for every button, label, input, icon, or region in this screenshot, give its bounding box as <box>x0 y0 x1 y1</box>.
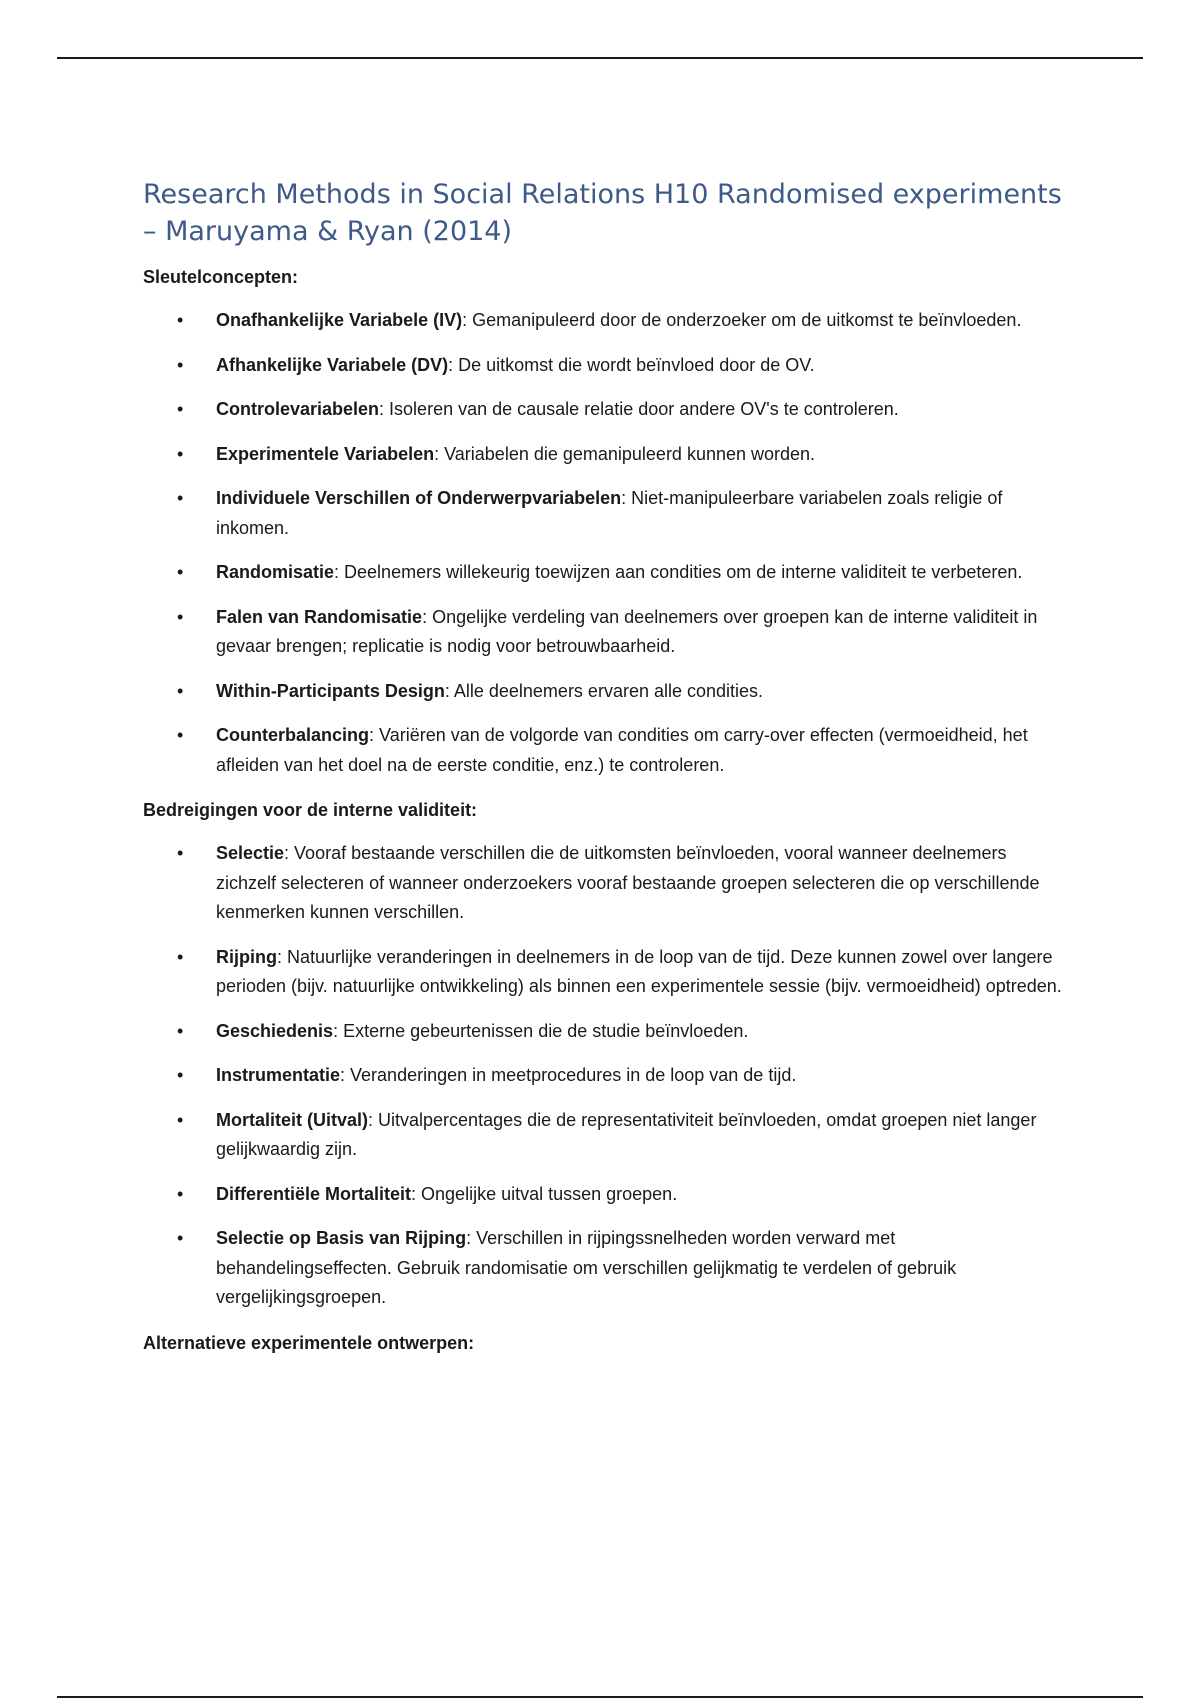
bullet-icon: • <box>177 310 184 330</box>
bullet-icon: • <box>177 488 184 508</box>
bullet-icon: • <box>177 354 184 375</box>
section-internal-validity-threats <box>143 795 1068 1313</box>
term: Selectie <box>216 843 285 863</box>
list-item <box>143 1180 1068 1210</box>
definition: : Ongelijke verdeling van deelnemers over groepen kan de interne validiteit in gevaar brengen; replicatie is nodig voor betrouwbaarheid. <box>216 606 1038 656</box>
bullet-icon: • <box>177 1109 184 1130</box>
term: Experimentele Variabelen <box>216 443 435 464</box>
term: Controlevariabelen <box>216 399 380 419</box>
list-item <box>143 1224 1068 1313</box>
definition: : De uitkomst die wordt beïnvloed door de OV. <box>448 354 815 375</box>
term: Geschiedenis <box>216 1020 334 1041</box>
list-item <box>143 484 1068 543</box>
term: Randomisatie <box>216 562 335 582</box>
list-item <box>143 839 1068 928</box>
list-item <box>143 721 1068 780</box>
list-item <box>143 351 1068 381</box>
bullet-icon: • <box>177 680 184 701</box>
term: Mortaliteit (Uitval) <box>216 1109 369 1130</box>
term: Instrumentatie <box>216 1065 341 1085</box>
document-body <box>143 176 1068 1372</box>
bullet-icon: • <box>177 443 184 464</box>
definition: : Verschillen in rijpingssnelheden worden verward met behandelingseffecten. Gebruik randomisatie om verschillen gelijkmatig te verdelen of gebruik vergelijkingsgroepen. <box>216 1228 957 1307</box>
term: Rijping <box>216 946 277 967</box>
section-key-concepts <box>143 262 1068 780</box>
bullet-icon: • <box>177 399 184 419</box>
definition: : Natuurlijke veranderingen in deelnemers in de loop van de tijd. Deze kunnen zowel over langere perioden (bijv. natuurlijke ontwikkeling) als binnen een experimentele sessie (bijv. vermoeidheid) optreden. <box>216 946 1062 996</box>
section-alternative-designs <box>143 1328 1068 1358</box>
section-heading: Bedreigingen voor de interne validiteit: <box>143 800 478 820</box>
term: Counterbalancing <box>216 725 370 745</box>
definition: : Alle deelnemers ervaren alle condities. <box>444 680 764 701</box>
bullet-icon: • <box>177 946 184 967</box>
definition: : Gemanipuleerd door de onderzoeker om de uitkomst te beïnvloeden. <box>462 310 1022 330</box>
bullet-icon: • <box>177 606 184 627</box>
definition: : Uitvalpercentages die de representativiteit beïnvloeden, omdat groepen niet langer gelijkwaardig zijn. <box>216 1109 1037 1159</box>
definition: : Isoleren van de causale relatie door andere OV's te controleren. <box>379 399 899 419</box>
footer-rule <box>57 1696 1143 1698</box>
bullet-list <box>143 306 1068 780</box>
definition: : Deelnemers willekeurig toewijzen aan condities om de interne validiteit te verbeteren. <box>334 562 1023 582</box>
bullet-icon: • <box>177 1065 184 1085</box>
bullet-icon: • <box>177 1183 184 1204</box>
bullet-icon: • <box>177 1228 184 1248</box>
definition: : Veranderingen in meetprocedures in de loop van de tijd. <box>340 1065 797 1085</box>
term: Afhankelijke Variabele (DV) <box>216 354 449 375</box>
term: Individuele Verschillen of Onderwerpvariabelen <box>216 488 622 508</box>
section-heading: Sleutelconcepten: <box>143 267 299 287</box>
term: Within-Participants Design <box>216 680 445 701</box>
definition: : Variëren van de volgorde van condities om carry-over effecten (vermoeidheid, het afleiden van het doel na de eerste conditie, enz.) te controleren. <box>216 725 1028 775</box>
definition: : Vooraf bestaande verschillen die de uitkomsten beïnvloeden, vooral wanneer deelnemers zichzelf selecteren of wanneer onderzoekers vooraf bestaande groepen selecteren die op verschillende kenmerken kunnen verschillen. <box>216 843 1040 922</box>
list-item <box>143 440 1068 470</box>
term: Differentiële Mortaliteit <box>216 1183 412 1204</box>
list-item <box>143 1106 1068 1165</box>
document-title: Research Methods in Social Relations H10 Randomised experiments – Maruyama & Ryan (2014) <box>143 179 1062 247</box>
term: Onafhankelijke Variabele (IV) <box>216 310 463 330</box>
term: Falen van Randomisatie <box>216 606 423 627</box>
bullet-icon: • <box>177 725 184 745</box>
list-item <box>143 395 1068 425</box>
term: Selectie op Basis van Rijping <box>216 1228 467 1248</box>
section-heading: Alternatieve experimentele ontwerpen: <box>143 1332 475 1353</box>
list-item <box>143 1017 1068 1047</box>
definition: : Niet-manipuleerbare variabelen zoals religie of inkomen. <box>216 488 1003 538</box>
list-item <box>143 677 1068 707</box>
definition: : Externe gebeurtenissen die de studie beïnvloeden. <box>333 1020 749 1041</box>
definition: : Variabelen die gemanipuleerd kunnen worden. <box>434 443 816 464</box>
list-item <box>143 1061 1068 1091</box>
bullet-list <box>143 839 1068 1313</box>
list-item <box>143 603 1068 662</box>
bullet-icon: • <box>177 1020 184 1041</box>
bullet-icon: • <box>177 562 184 582</box>
definition: : Ongelijke uitval tussen groepen. <box>411 1183 678 1204</box>
header-rule <box>57 57 1143 59</box>
bullet-icon: • <box>177 843 184 863</box>
list-item <box>143 943 1068 1002</box>
list-item <box>143 306 1068 336</box>
list-item <box>143 558 1068 588</box>
